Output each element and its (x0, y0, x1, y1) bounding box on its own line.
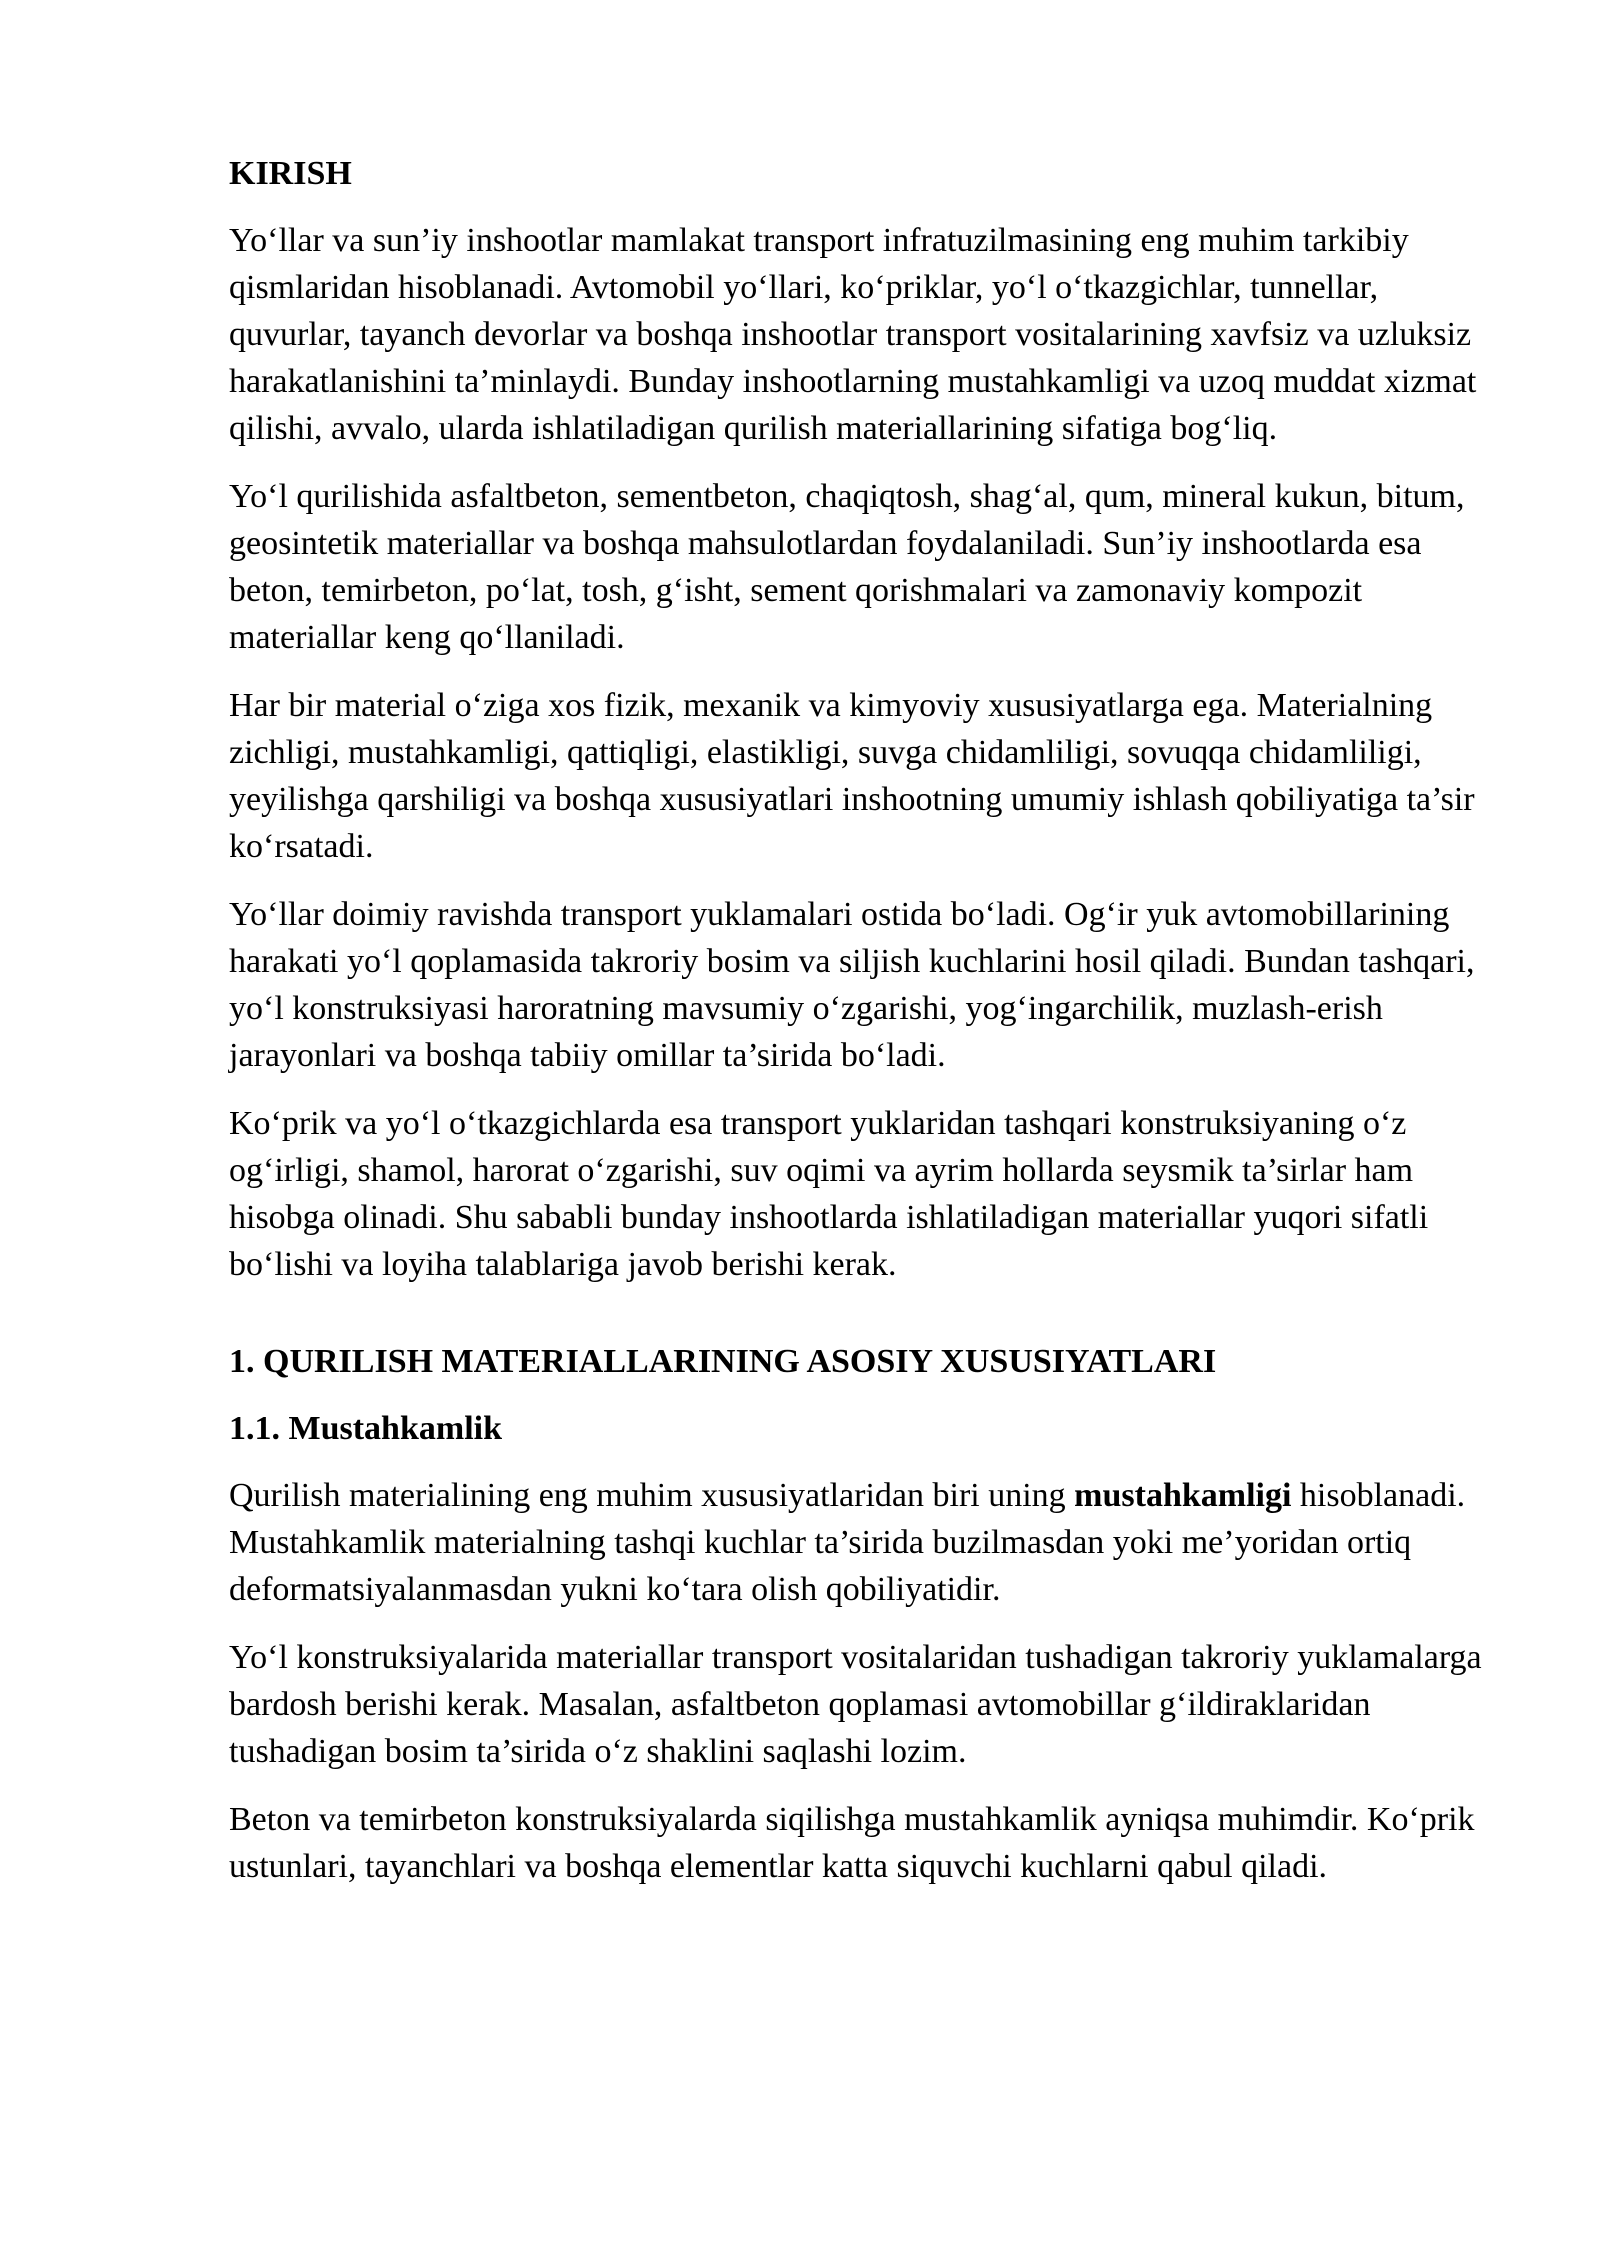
subsection-1-1-paragraph-3: Beton va temirbeton konstruksiyalarda siqilishga mustahkamlik ayniqsa muhimdir. Ko‘prik ustunlari, tayanchlari va boshqa elementlar katta siquvchi kuchlarni qabul qiladi. (229, 1801, 1475, 1885)
paragraph-text-end: hisoblanadi. Mustahkamlik materialning tashqi kuchlar ta’sirida buzilmasdan yoki me’yoridan ortiq deformatsiyalanmasdan yukni ko‘tara olish qobiliyatidir. (229, 1477, 1466, 1608)
intro-paragraph-3: Har bir material o‘ziga xos fizik, mexanik va kimyoviy xususiyatlarga ega. Materialning zichligi, mustahkamligi, qattiqligi, elastikligi, suvga chidamliligi, sovuqqa chidamliligi, yeyilishga qarshiligi va boshqa xususiyatlari inshootning umumiy ishlash qobiliyatiga ta’sir ko‘rsatadi. (229, 687, 1475, 865)
intro-paragraph-1: Yo‘llar va sun’iy inshootlar mamlakat transport infratuzilmasining eng muhim tarkibiy qismlaridan hisoblanadi. Avtomobil yo‘llari, ko‘priklar, yo‘l o‘tkazgichlar, tunnellar, quvurlar, tayanch devorlar va boshqa inshootlar transport vositalarining xavfsiz va uzluksiz harakatlanishini ta’minlaydi. Bunday inshootlarning mustahkamligi va uzoq muddat xizmat qilishi, avvalo, ularda ishlatiladigan qurilish materiallarining sifatiga bog‘liq. (229, 222, 1477, 447)
subsection-1-1-paragraph-1 (229, 1472, 1491, 1613)
bold-term: mustahkamligi (1074, 1477, 1292, 1514)
subsection-1-1-heading: 1.1. Mustahkamlik (229, 1410, 502, 1447)
subsection-1-1-paragraph-2: Yo‘l konstruksiyalarida materiallar transport vositalaridan tushadigan takroriy yuklamalarga bardosh berishi kerak. Masalan, asfaltbeton qoplamasi avtomobillar g‘ildiraklaridan tushadigan bosim ta’sirida o‘z shaklini saqlashi lozim. (229, 1639, 1482, 1770)
section-1-heading: 1. QURILISH MATERIALLARINING ASOSIY XUSUSIYATLARI (229, 1343, 1217, 1380)
intro-heading: KIRISH (229, 155, 352, 192)
intro-paragraph-4: Yo‘llar doimiy ravishda transport yuklamalari ostida bo‘ladi. Og‘ir yuk avtomobillarining harakati yo‘l qoplamasida takroriy bosim va siljish kuchlarini hosil qiladi. Bundan tashqari, yo‘l konstruksiyasi haroratning mavsumiy o‘zgarishi, yog‘ingarchilik, muzlash-erish jarayonlari va boshqa tabiiy omillar ta’sirida bo‘ladi. (229, 896, 1475, 1074)
intro-paragraph-2: Yo‘l qurilishida asfaltbeton, sementbeton, chaqiqtosh, shag‘al, qum, mineral kukun, bitum, geosintetik materiallar va boshqa mahsulotlardan foydalaniladi. Sun’iy inshootlarda esa beton, temirbeton, po‘lat, tosh, g‘isht, sement qorishmalari va zamonaviy kompozit materiallar keng qo‘llaniladi. (229, 478, 1465, 656)
paragraph-text-start: Qurilish materialining eng muhim xususiyatlaridan biri uning (229, 1477, 1075, 1514)
document-page (229, 150, 1491, 1890)
intro-paragraph-5: Ko‘prik va yo‘l o‘tkazgichlarda esa transport yuklaridan tashqari konstruksiyaning o‘z og‘irligi, shamol, harorat o‘zgarishi, suv oqimi va ayrim hollarda seysmik ta’sirlar ham hisobga olinadi. Shu sababli bunday inshootlarda ishlatiladigan materiallar yuqori sifatli bo‘lishi va loyiha talablariga javob berishi kerak. (229, 1105, 1429, 1283)
